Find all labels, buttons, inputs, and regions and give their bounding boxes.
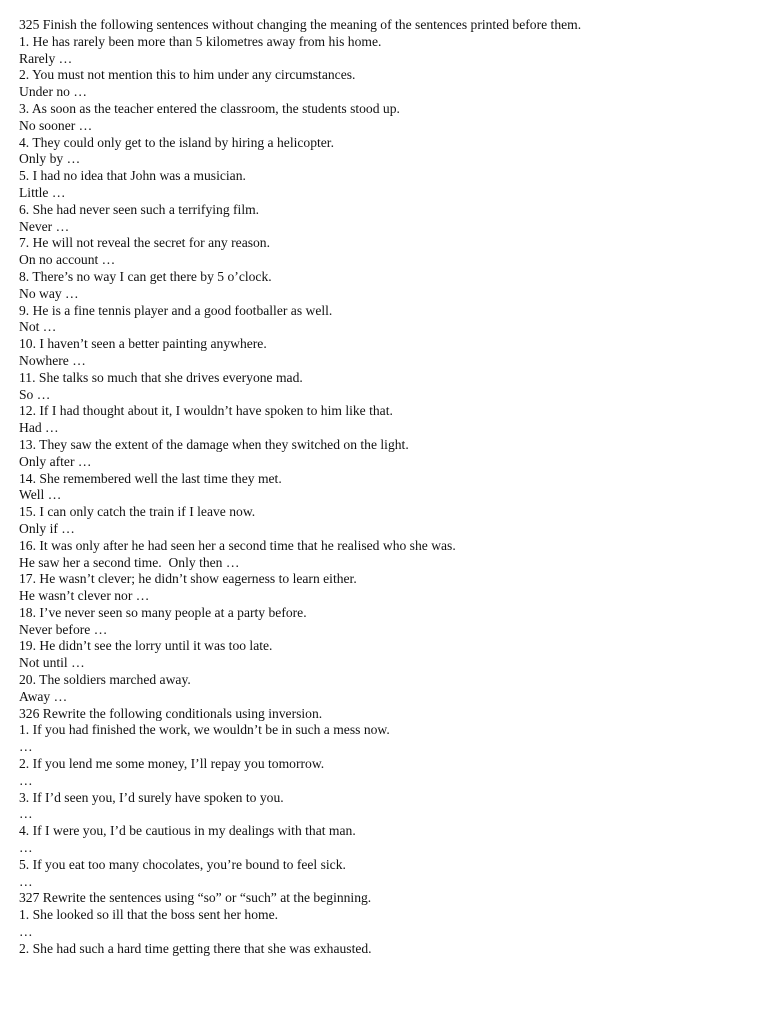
exercise-sentence: 16. It was only after he had seen her a second time that he realised who she was. <box>19 537 456 553</box>
exercise-prompt: Under no … <box>19 84 87 100</box>
exercise-sentence: 1. He has rarely been more than 5 kilometres away from his home. <box>19 33 382 49</box>
exercise-prompt: … <box>19 924 33 940</box>
exercise-sentence: 1. She looked so ill that the boss sent her home. <box>19 907 279 923</box>
exercise-sentence: 20. The soldiers marched away. <box>19 672 191 688</box>
exercise-sentence: 2. If you lend me some money, I’ll repay you tomorrow. <box>19 756 325 772</box>
exercise-sentence: 14. She remembered well the last time they met. <box>19 470 282 486</box>
exercise-sentence: 5. I had no idea that John was a musician. <box>19 168 246 184</box>
exercise-prompt: … <box>19 772 33 788</box>
exercise-sentence: 1. If you had finished the work, we wouldn’t be in such a mess now. <box>19 722 390 738</box>
exercise-prompt: Rarely … <box>19 50 73 66</box>
exercise-prompt: He saw her a second time. Only then … <box>19 554 240 570</box>
exercise-sentence: 2. You must not mention this to him under any circumstances. <box>19 67 356 83</box>
exercise-prompt: No way … <box>19 285 79 301</box>
exercise-prompt: On no account … <box>19 252 116 268</box>
exercise-prompt: Little … <box>19 184 66 200</box>
exercise-prompt: Well … <box>19 487 62 503</box>
exercise-sentence: 15. I can only catch the train if I leave now. <box>19 504 256 520</box>
exercise-prompt: Nowhere … <box>19 352 86 368</box>
exercise-prompt: Never before … <box>19 621 108 637</box>
exercise-sentence: 4. If I were you, I’d be cautious in my dealings with that man. <box>19 823 356 839</box>
exercise-sentence: 4. They could only get to the island by hiring a helicopter. <box>19 134 334 150</box>
exercise-prompt: Never … <box>19 218 70 234</box>
exercise-prompt: … <box>19 873 33 889</box>
document-page <box>19 17 759 958</box>
exercise-prompt: … <box>19 806 33 822</box>
exercise-prompt: He wasn’t clever nor … <box>19 588 150 604</box>
exercise-prompt: No sooner … <box>19 117 93 133</box>
exercise-sentence: 18. I’ve never seen so many people at a party before. <box>19 604 307 620</box>
exercise-prompt: … <box>19 840 33 856</box>
exercise-prompt: Only if … <box>19 520 75 536</box>
exercise-sentence: 19. He didn’t see the lorry until it was too late. <box>19 638 273 654</box>
exercise-sentence: 7. He will not reveal the secret for any reason. <box>19 235 271 251</box>
exercise-sentence: 9. He is a fine tennis player and a good footballer as well. <box>19 302 333 318</box>
exercise-sentence: 12. If I had thought about it, I wouldn’t have spoken to him like that. <box>19 403 393 419</box>
exercise-sentence: 2. She had such a hard time getting there that she was exhausted. <box>19 940 372 956</box>
exercise-sentence: 8. There’s no way I can get there by 5 o’clock. <box>19 268 272 284</box>
exercise-sentence: 10. I haven’t seen a better painting anywhere. <box>19 336 267 352</box>
exercise-prompt: Away … <box>19 688 68 704</box>
exercise-prompt: Only after … <box>19 453 92 469</box>
section-heading: 327 Rewrite the sentences using “so” or “such” at the beginning. <box>19 890 372 906</box>
exercise-prompt: Not … <box>19 319 57 335</box>
exercise-sentence: 13. They saw the extent of the damage when they switched on the light. <box>19 436 409 452</box>
exercise-prompt: Had … <box>19 420 59 436</box>
exercise-sentence: 3. If I’d seen you, I’d surely have spoken to you. <box>19 789 284 805</box>
exercise-sentence: 5. If you eat too many chocolates, you’re bound to feel sick. <box>19 856 346 872</box>
exercise-sentence: 17. He wasn’t clever; he didn’t show eagerness to learn either. <box>19 571 357 587</box>
section-heading: 325 Finish the following sentences without changing the meaning of the sentences printed before them. <box>19 17 582 32</box>
exercise-prompt: Not until … <box>19 655 85 671</box>
exercise-sentence: 11. She talks so much that she drives everyone mad. <box>19 369 303 385</box>
exercise-sentence: 3. As soon as the teacher entered the classroom, the students stood up. <box>19 100 400 116</box>
exercise-prompt: … <box>19 739 33 755</box>
exercise-prompt: So … <box>19 386 51 402</box>
exercise-sentence: 6. She had never seen such a terrifying film. <box>19 201 260 217</box>
exercise-prompt: Only by … <box>19 151 81 167</box>
section-heading: 326 Rewrite the following conditionals using inversion. <box>19 705 323 721</box>
